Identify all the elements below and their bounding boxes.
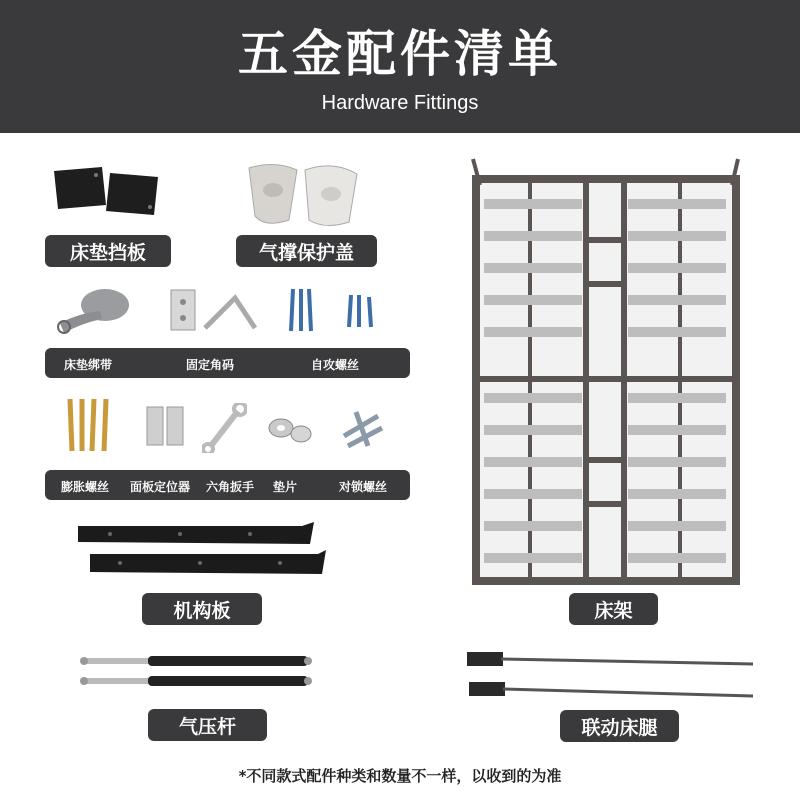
hex-wrench-image — [202, 403, 247, 453]
label-washer: 垫片 — [272, 480, 297, 494]
mattress-baffle-image — [50, 165, 165, 220]
label-panel-locator: 面板定位器 — [129, 480, 190, 494]
page-subtitle: Hardware Fittings — [321, 92, 479, 114]
gas-spring-image — [78, 652, 318, 692]
gas-strut-cover-image — [245, 160, 365, 230]
label-mechanism-plate: 机构板 — [142, 593, 262, 625]
expansion-bolt-image — [62, 395, 117, 455]
label-lock-bolt: 对锁螺丝 — [338, 480, 387, 494]
bed-frame-image — [470, 157, 742, 587]
lock-bolt-image — [338, 406, 388, 451]
angle-bracket-image — [165, 288, 260, 338]
label-angle-bracket: 固定角码 — [185, 358, 234, 372]
label-mattress-baffle: 床垫挡板 — [45, 235, 171, 267]
mattress-strap-image — [50, 283, 135, 338]
label-tapping-screw: 自攻螺丝 — [310, 358, 359, 372]
mechanism-plate-image — [70, 520, 330, 580]
label-hex-wrench: 六角扳手 — [205, 480, 254, 494]
washer-image — [265, 412, 315, 447]
label-gas-spring: 气压杆 — [148, 709, 267, 741]
tapping-screw-image — [283, 285, 383, 335]
label-bed-frame: 床架 — [569, 593, 658, 625]
label-gas-strut-cover: 气撑保护盖 — [236, 235, 377, 267]
page-title: 五金配件清单 — [238, 25, 562, 83]
label-expansion-bolt: 膨胀螺丝 — [60, 480, 109, 494]
label-linkage-leg: 联动床腿 — [560, 710, 679, 742]
linkage-leg-image — [465, 648, 755, 702]
label-mattress-strap: 床垫绑带 — [63, 358, 112, 372]
footnote: *不同款式配件种类和数量不一样，以收到的为准 — [238, 767, 562, 785]
panel-locator-image — [145, 405, 185, 447]
